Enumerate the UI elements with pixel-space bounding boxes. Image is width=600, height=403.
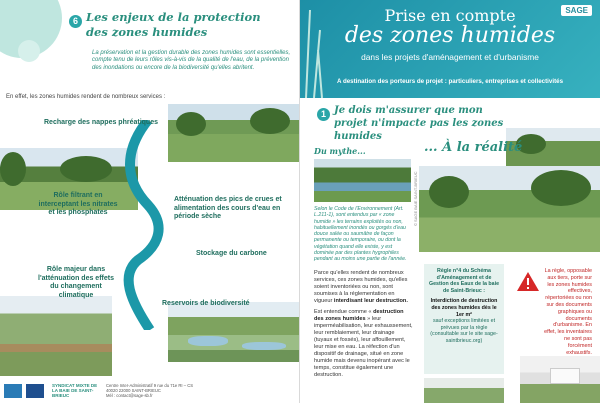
tree-shape (176, 112, 206, 136)
tree-shape (531, 170, 591, 206)
section-number-badge: 1 (317, 108, 330, 121)
logo-icon (26, 384, 44, 398)
river-graphic (120, 120, 170, 330)
section-title (86, 10, 286, 40)
service-label: Rôle filtrant en interceptant les nitrates et les phosphates (38, 192, 118, 217)
service-label: Stockage du carbone (196, 250, 267, 257)
title-line-1: Les enjeux de la protection (86, 10, 261, 24)
services-lead: En effet, les zones humides rendent de nombreux services : (6, 94, 166, 100)
wetland-photo (168, 302, 300, 362)
section-number-badge: 6 (69, 15, 82, 28)
address-text: Centre Inter-Administratif 9 rue du 71e RI – CS 40020 22000 SAINT-BRIEUC (106, 383, 194, 393)
service-label: Atténuation des pics de crues et alimentation des cours d'eau en période sèche (174, 196, 282, 221)
left-header (0, 0, 300, 88)
warning-paragraph: La règle, opposable aux tiers, porte sur les zones humides effectives, répertoriées ou non sur des documents graphiques ou documents d'urbanisme. En effet, les inventaires ne sont pas forcément exhaustifs. (544, 268, 592, 356)
tree-shape (0, 152, 26, 186)
body-paragraph-2b: » leur imperméabilisation, leur exhaussement, leur remblaiement, leur drainage (tuyaux et fossés), leur affouillement, leur mise en eau. La réfection d'un dispositif de drainage, situé en zone humide mais devenu inopérant avec le temps, constitue également une destruction. (314, 316, 413, 378)
decorative-circle (18, 40, 40, 62)
title-line-1: Prise en compte (384, 6, 516, 25)
reality-label: ... À la réalité (424, 140, 523, 155)
tree-shape (250, 108, 290, 134)
title-banner (300, 0, 600, 98)
marsh-photo (314, 159, 411, 202)
service-label: Reservoirs de biodiversité (162, 300, 250, 307)
section-question: Je dois m'assurer que mon projet n'impacte pas les zones humides (334, 105, 504, 142)
body-text (314, 270, 414, 379)
water-shape (188, 336, 228, 346)
field-photo (424, 378, 504, 403)
rule-body: Interdiction de destruction des zones humides dès le 1er m² (430, 298, 498, 318)
service-label: Rôle majeur dans l'atténuation des effets du changement climatique (38, 266, 114, 299)
contact-mail[interactable]: Mél : contact@sage-sb.fr (106, 393, 153, 398)
body-bold-1: interdisant leur destruction. (333, 298, 408, 304)
code-definition: Selon le Code de l'Environnement (Art. L.211-1), sont entendus par « zone humide » les terrains exploités ou non, habituellement inondés ou gorgés d'eau douce salée ou saumâtre de façon permanente ou temporaire, ou dont la végétation quand elle existe, y est dominée par des plantes hygrophiles pendant au moins une partie de l'année. (314, 206, 407, 263)
audience-text: A destination des porteurs de projet : particuliers, entreprises et collectivités (336, 78, 564, 85)
title-line-3: dans les projets d'aménagement et d'urbanisme (361, 52, 539, 62)
myth-label: Du mythe... (314, 146, 366, 156)
sage-logo: SAGE (561, 5, 592, 16)
logo-icon (4, 384, 22, 398)
title-line-2: des zones humides (344, 23, 556, 48)
body-paragraph-2a: Est entendue comme « (314, 309, 372, 315)
house-photo (520, 356, 600, 403)
rule-note: sauf exceptions limitées et prévues par la règle (consultable sur le site sage-saintbrieuc.org) (430, 318, 498, 344)
body-paragraph-1: Parce qu'elles rendent de nombreux services, ces zones humides, qu'elles soient inventoriées ou non, sont soumises à la réglementation en vigueur (314, 270, 408, 304)
footer-org: SYNDICAT MIXTE DE LA BAIE DE SAINT-BRIEUC (52, 383, 98, 399)
wetland-photo (168, 104, 300, 162)
footer-address (106, 383, 196, 398)
house-shape (550, 368, 580, 384)
title-line-2: des zones humides (86, 25, 208, 39)
tree-shape (429, 176, 469, 208)
left-footer (0, 380, 300, 403)
body-bold-2: destruction des zones humides (314, 309, 404, 322)
service-label: Recharge des nappes phréatiques (44, 119, 158, 126)
section-intro: La préservation et la gestion durable des zones humides sont essentielles, compte tenu de leurs rôles vis-à-vis de la qualité de l'eau, de la prévention des inondations ou encore de la biodiversité qu'elles abritent. (92, 50, 291, 71)
meadow-photo (419, 166, 600, 252)
water-shape (242, 342, 286, 350)
tree-shape (60, 156, 112, 182)
wetland-photo (0, 296, 112, 376)
vertical-credit: © SAGE BAIE SAINT-BRIEUC (413, 171, 418, 226)
rule-box (424, 264, 504, 374)
right-page (300, 0, 600, 403)
rule-heading: Règle n°4 du Schéma d'Aménagement et de Gestion des Eaux de la baie de Saint-Brieuc : (428, 268, 500, 294)
